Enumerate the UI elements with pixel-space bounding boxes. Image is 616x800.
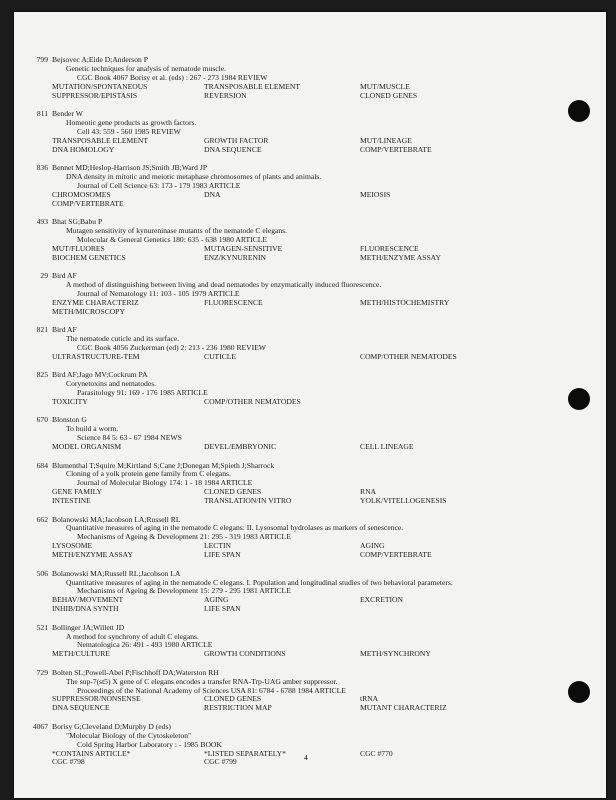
entry-source: Molecular & General Genetics 180: 635 - 638 1980 ARTICLE — [77, 234, 267, 244]
entry-number: 662 — [36, 514, 48, 524]
entry-number: 521 — [36, 622, 48, 632]
keyword: DNA SEQUENCE — [52, 703, 110, 713]
keyword: CLONED GENES — [360, 90, 418, 100]
entry-authors: Bollinger JA;Willett JD — [52, 622, 125, 632]
keyword: MUT/MUSCLE — [360, 81, 410, 91]
entry-title: The nematode cuticle and its surface. — [66, 334, 180, 344]
entry-source: Parasitology 91: 169 - 176 1985 ARTICLE — [77, 388, 208, 398]
keyword: YOLK/VITELLOGENESIS — [360, 496, 447, 506]
keyword: CGC #770 — [360, 748, 393, 758]
keyword-row — [52, 488, 606, 497]
keyword: MODEL ORGANISM — [52, 442, 122, 452]
keyword: DNA SEQUENCE — [204, 144, 262, 154]
bibliography-entry — [14, 570, 606, 615]
keyword: LECTIN — [204, 541, 231, 551]
keyword-row — [52, 308, 606, 317]
entry-authors: Bird AF — [52, 325, 77, 335]
entry-source: Cell 43: 559 - 560 1985 REVIEW — [77, 126, 181, 136]
entry-number: 670 — [36, 415, 48, 425]
keyword: COMP/VERTEBRATE — [360, 550, 432, 560]
keyword: CLONED GENES — [204, 487, 262, 497]
keyword-row — [52, 146, 606, 155]
bibliography-entry — [14, 669, 606, 714]
entry-source: CGC Book 4067 Borisy et al. (eds) : 267 - 273 1984 REVIEW — [77, 72, 268, 82]
bibliography-entry — [14, 164, 606, 209]
keyword: MUTATION/SPONTANEOUS — [52, 81, 148, 91]
bibliography-entry — [14, 56, 606, 101]
keyword: COMP/OTHER NEMATODES — [360, 351, 457, 361]
keyword: BEHAV/MOVEMENT — [52, 595, 124, 605]
bibliography-list — [14, 56, 606, 777]
keyword: COMP/VERTEBRATE — [52, 198, 124, 208]
bibliography-entry — [14, 723, 606, 768]
entry-source: Journal of Molecular Biology 174: 1 - 18 1984 ARTICLE — [77, 478, 253, 488]
keyword: COMP/OTHER NEMATODES — [204, 397, 301, 406]
keyword: ULTRASTRUCTURE-TEM — [52, 351, 140, 361]
entry-source: Mechanisms of Ageing & Development 15: 279 - 295 1981 ARTICLE — [77, 586, 291, 596]
entry-number: 825 — [36, 370, 48, 380]
keyword-row — [52, 650, 606, 659]
page-number: 4 — [304, 753, 308, 762]
keyword-row — [52, 245, 606, 254]
keyword-row — [52, 704, 606, 713]
entry-authors: Borisy G;Cleveland D;Murphy D (eds) — [52, 721, 171, 731]
entry-title: Cloning of a yolk protein gene family from C elegans. — [66, 469, 231, 479]
keyword: TRANSPOSABLE ELEMENT — [204, 81, 300, 91]
keyword-row — [52, 596, 606, 605]
keyword: CGC #799 — [204, 757, 237, 767]
entry-number: 29 — [40, 271, 48, 281]
entry-title: "Molecular Biology of the Cytoskeleton" — [66, 730, 192, 740]
entry-source: CGC Book 4056 Zuckerman (ed) 2: 213 - 236 1980 REVIEW — [77, 342, 266, 352]
keyword: GROWTH CONDITIONS — [204, 649, 286, 659]
keyword: AGING — [204, 595, 229, 605]
keyword: CLONED GENES — [204, 694, 262, 704]
keyword: LIFE SPAN — [204, 550, 241, 560]
entry-title: Corynetoxins and nematodes. — [66, 379, 157, 389]
entry-number: 506 — [36, 568, 48, 578]
keyword: TRANSPOSABLE ELEMENT — [52, 135, 148, 145]
keyword — [204, 308, 360, 317]
keyword: METH/SYNCHRONY — [360, 649, 431, 659]
entry-source: Proceedings of the National Academy of Sciences USA 81: 6784 - 6788 1984 ARTICLE — [77, 685, 346, 695]
bibliography-entry — [14, 272, 606, 317]
keyword: SUPPRESSOR/NONSENSE — [52, 694, 141, 704]
keyword: AGING — [360, 541, 385, 551]
entry-title: A method of distinguishing between living and dead nematodes by enzymatically induced fluorescence. — [66, 280, 382, 290]
keyword: *LISTED SEPARATELY* — [204, 748, 286, 758]
keyword: METH/CULTURE — [52, 649, 110, 659]
bibliography-entry — [14, 624, 606, 660]
entry-number: 684 — [36, 460, 48, 470]
keyword: METH/ENZYME ASSAY — [52, 550, 133, 560]
keyword — [204, 200, 360, 209]
keyword-row — [52, 695, 606, 704]
keyword-row — [52, 200, 606, 209]
entry-title: Homeotic gene products as growth factors. — [66, 117, 197, 127]
keyword-row — [52, 137, 606, 146]
keyword: DEVEL/EMBRYONIC — [204, 442, 277, 452]
entry-source: Journal of Nematology 11: 103 - 105 1979 ARTICLE — [77, 288, 240, 298]
keyword-row — [52, 551, 606, 560]
bibliography-entry — [14, 371, 606, 407]
entry-authors: Bolanowski MA;Russell RL;Jacobson LA — [52, 568, 181, 578]
keyword-row — [52, 92, 606, 101]
keyword: LIFE SPAN — [204, 604, 241, 614]
keyword: GENE FAMILY — [52, 487, 102, 497]
keyword-row — [52, 254, 606, 263]
entry-source: Journal of Cell Science 63: 173 - 179 1983 ARTICLE — [77, 180, 241, 190]
entry-title: Mutagen sensitivity of kynureninase mutants of the nematode C elegans. — [66, 226, 288, 235]
keyword: MUTAGEN-SENSITIVE — [204, 243, 283, 253]
keyword: ENZ/KYNURENIN — [204, 252, 267, 262]
entry-authors: Bolten SL;Powell-Abel P;Fischhoff DA;Waterston RH — [52, 667, 219, 677]
entry-title: A method for synchrony of adult C elegans. — [66, 631, 199, 641]
entry-authors: Bolanowski MA;Jacobson LA;Russell RL — [52, 514, 181, 524]
entry-authors: Bejsovec A;Eide D;Anderson P — [52, 55, 148, 64]
entry-authors: Bird AF;Jago MV;Cockrum PA — [52, 370, 148, 380]
keyword: REVERSION — [204, 90, 247, 100]
keyword-row — [52, 191, 606, 200]
entry-source: Nematologica 26: 491 - 493 1980 ARTICLE — [77, 640, 213, 650]
keyword: DNA HOMOLOGY — [52, 144, 115, 154]
keyword: *CONTAINS ARTICLE* — [52, 748, 131, 758]
entry-number: 4067 — [32, 721, 48, 731]
document-page — [14, 12, 606, 798]
entry-authors: Bender W — [52, 109, 83, 119]
keyword-row — [52, 605, 606, 614]
entry-number: 821 — [36, 325, 48, 335]
bibliography-entry — [14, 516, 606, 561]
keyword: LYSOSOME — [52, 541, 93, 551]
entry-source: Mechanisms of Ageing & Development 21: 295 - 319 1983 ARTICLE — [77, 532, 291, 542]
entry-authors: Bhat SG;Babu P — [52, 217, 103, 227]
entry-title: The sup-7(st5) X gene of C elegans encodes a transfer RNA-Trp-UAG amber suppressor. — [66, 676, 338, 686]
keyword: CGC #798 — [52, 757, 85, 767]
entry-authors: Bird AF — [52, 271, 77, 281]
entry-title: Quantitative measures of aging in the nematode C elegans: II. Lysosomal hydrolases as markers of senescence. — [66, 523, 404, 533]
entry-title: DNA density in mitotic and meiotic metaphase chromosomes of plants and animals. — [66, 171, 322, 181]
keyword: SUPPRESSOR/EPISTASIS — [52, 90, 138, 100]
keyword: METH/MICROSCOPY — [52, 306, 125, 316]
entry-authors: Blumenthal T;Squire M;Kirtland S;Cane J;Donegan M;Spieth J;Sharrock — [52, 460, 275, 470]
keyword: MEIOSIS — [360, 189, 391, 199]
keyword: COMP/VERTEBRATE — [360, 144, 432, 154]
keyword: MUTANT CHARACTERIZ — [360, 703, 447, 713]
keyword-row — [52, 443, 606, 452]
bibliography-entry — [14, 110, 606, 155]
keyword: TRANSLATION/IN VITRO — [204, 496, 292, 506]
keyword: METH/HISTOCHEMISTRY — [360, 297, 450, 307]
keyword: CELL LINEAGE — [360, 442, 414, 452]
keyword: FLUORESCENCE — [360, 243, 419, 253]
bibliography-entry — [14, 326, 606, 362]
entry-authors: Bennet MD;Heslop-Harrison JS;Smith JB;Ward JP — [52, 163, 208, 173]
keyword: CUTICLE — [204, 351, 237, 361]
keyword: RESTRICTION MAP — [204, 703, 272, 713]
entry-number: 493 — [36, 217, 48, 227]
keyword-row — [52, 398, 606, 407]
keyword-row — [52, 299, 606, 308]
entry-number: 729 — [36, 667, 48, 677]
keyword: GROWTH FACTOR — [204, 135, 269, 145]
keyword: METH/ENZYME ASSAY — [360, 252, 441, 262]
keyword: MUT/FLUORES — [52, 243, 105, 253]
entry-number: 799 — [36, 55, 48, 64]
entry-number: 836 — [36, 163, 48, 173]
keyword: DNA — [204, 189, 221, 199]
entry-title: Quantitative measures of aging in the nematode C elegans. I. Population and longitudinal studies of two behavioral parameters. — [66, 577, 453, 587]
keyword-row — [52, 758, 606, 767]
keyword: FLUORESCENCE — [204, 297, 263, 307]
keyword: CHROMOSOMES — [52, 189, 111, 199]
bibliography-entry — [14, 462, 606, 507]
keyword-row — [52, 497, 606, 506]
entry-title: Genetic techniques for analysis of nematode muscle. — [66, 63, 227, 73]
keyword: ENZYME CHARACTERIZ — [52, 297, 139, 307]
keyword-row — [52, 542, 606, 551]
keyword: TOXICITY — [52, 397, 88, 406]
keyword-row — [52, 353, 606, 362]
entry-title: To build a worm. — [66, 424, 119, 434]
entry-source: Cold Spring Harbor Laboratory : - 1985 BOOK — [77, 739, 222, 749]
entry-number: 811 — [36, 109, 48, 119]
keyword: INHIB/DNA SYNTH — [52, 604, 119, 614]
keyword: BIOCHEM GENETICS — [52, 252, 126, 262]
keyword-row — [52, 750, 606, 759]
entry-authors: Blonston G — [52, 415, 87, 425]
keyword: MUT/LINEAGE — [360, 135, 412, 145]
bibliography-entry — [14, 218, 606, 263]
keyword: RNA — [360, 487, 377, 497]
entry-source: Science 84 5: 63 - 67 1984 NEWS — [77, 433, 182, 443]
keyword: INTESTINE — [52, 496, 91, 506]
keyword: tRNA — [360, 694, 379, 704]
bibliography-entry — [14, 416, 606, 452]
keyword: EXCRETION — [360, 595, 404, 605]
